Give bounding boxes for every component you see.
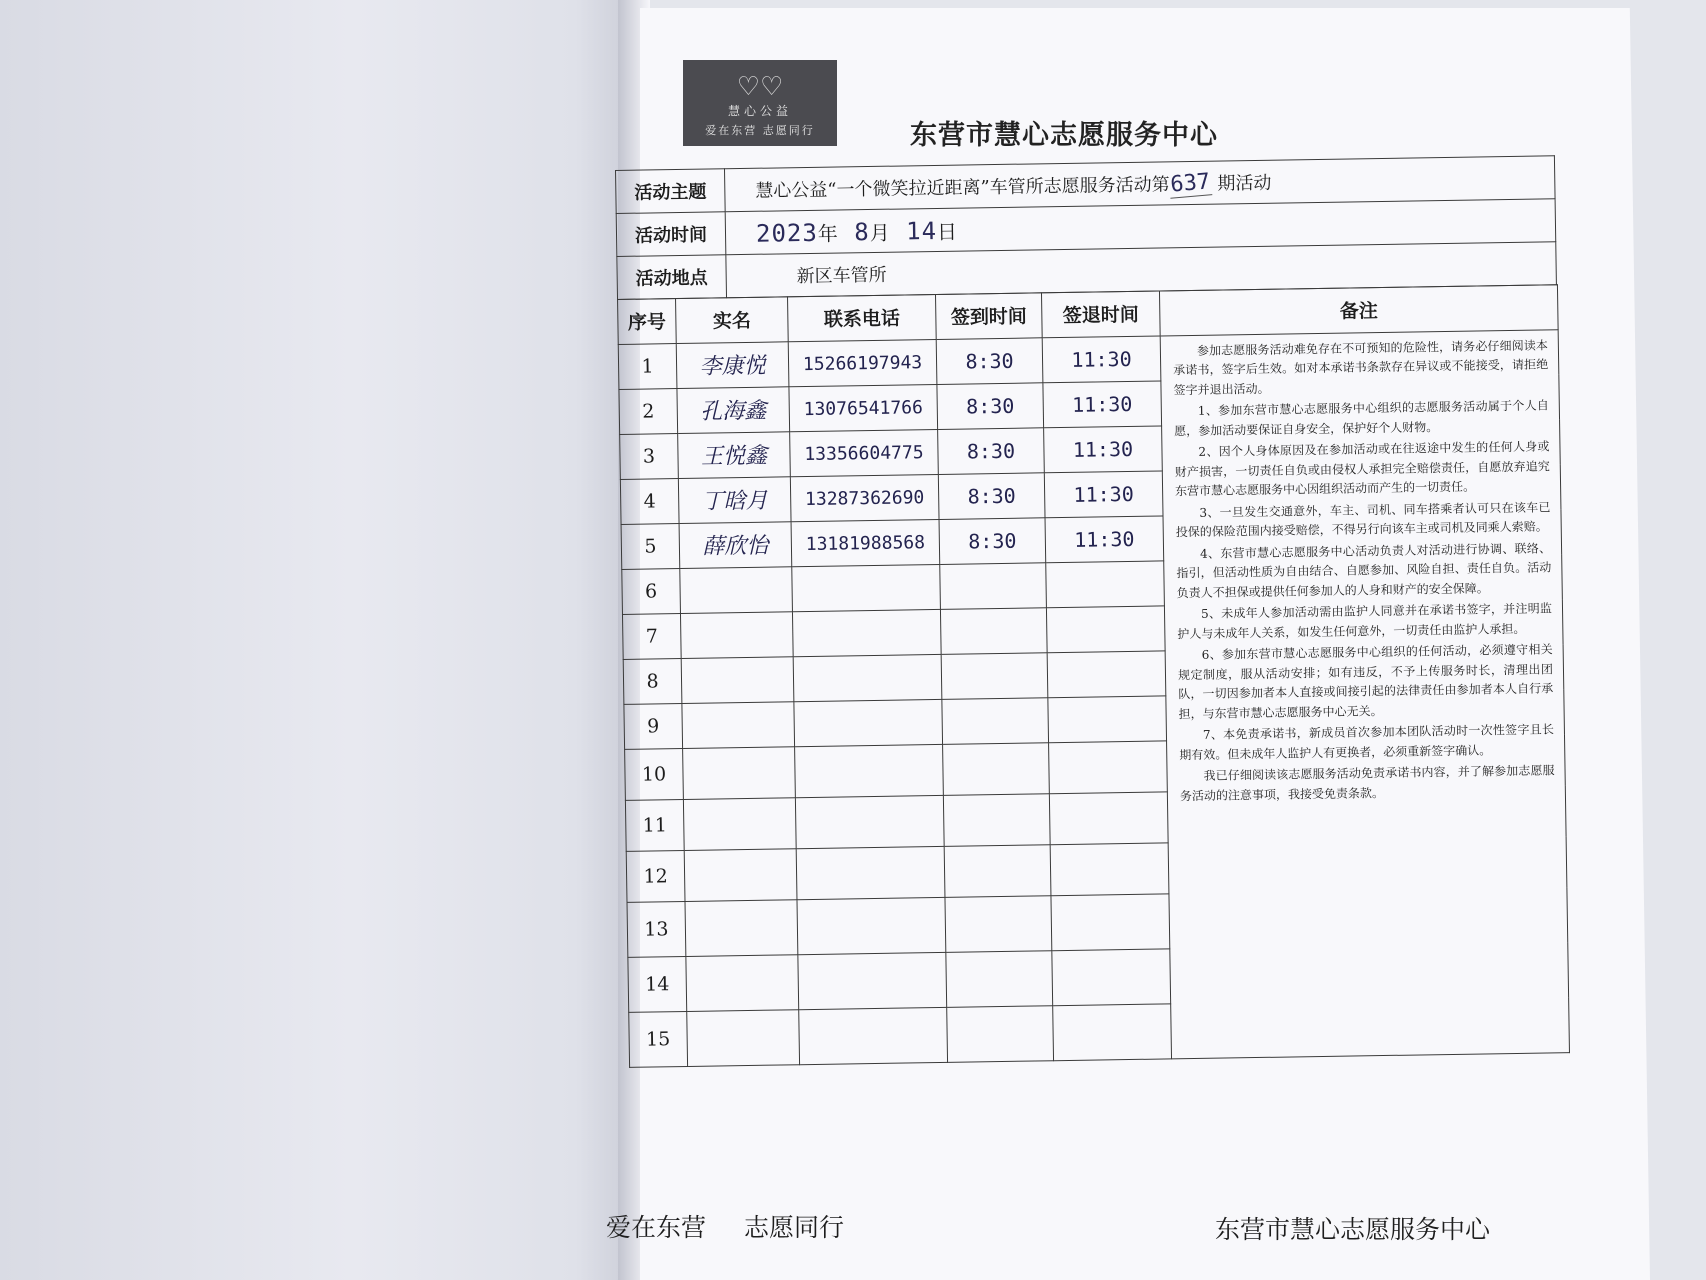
volunteer-phone-cell xyxy=(792,609,941,656)
signout-time-cell xyxy=(1047,651,1166,698)
volunteer-phone-cell xyxy=(795,795,944,848)
volunteer-phone-cell xyxy=(797,897,946,954)
volunteer-phone: 15266197943 xyxy=(802,351,923,375)
signout-time-cell xyxy=(1048,696,1167,743)
row-seq-cell xyxy=(622,568,681,614)
volunteer-phone-cell xyxy=(791,519,940,566)
row-seq-cell xyxy=(628,956,687,1012)
signout-time-cell xyxy=(1052,948,1171,1005)
signout-time-cell xyxy=(1053,1003,1172,1060)
volunteer-name-cell xyxy=(680,611,793,658)
volunteer-name: 丁晗月 xyxy=(701,488,768,515)
volunteer-phone-cell xyxy=(788,339,937,386)
theme-suffix: 期活动 xyxy=(1217,172,1272,195)
volunteer-phone-cell xyxy=(798,952,947,1009)
signout-time: 11:30 xyxy=(1071,346,1132,372)
disclaimer-paragraph: 参加志愿服务活动难免存在不可预知的危险性，请务必仔细阅读本承诺书，签字后生效。如对本承诺书条款存在异议或不能接受，请拒绝签字并退出活动。 xyxy=(1173,337,1549,397)
signin-time-cell xyxy=(944,844,1051,897)
time-label: 活动时间 xyxy=(616,212,726,257)
volunteer-name-cell xyxy=(683,797,796,850)
volunteer-name-cell xyxy=(679,521,792,568)
volunteer-phone-cell xyxy=(789,384,938,431)
signin-time-cell xyxy=(940,562,1047,609)
row-seq: 1 xyxy=(641,355,654,378)
date-year-unit: 年 xyxy=(817,220,840,246)
header-notes: 备注 xyxy=(1159,284,1558,335)
row-seq-cell xyxy=(618,343,677,389)
signin-form xyxy=(615,155,1569,1067)
row-seq-cell xyxy=(629,1011,688,1067)
row-seq-cell xyxy=(625,748,684,800)
date-year: 2023 xyxy=(755,218,819,248)
row-seq: 7 xyxy=(645,624,659,648)
document-title: 东营市慧心志愿服务中心 xyxy=(910,120,1218,151)
row-seq: 3 xyxy=(642,445,656,468)
signout-time: 11:30 xyxy=(1072,436,1134,462)
volunteer-phone: 13181988568 xyxy=(805,531,926,555)
disclaimer-paragraph: 5、未成年人参加活动需由监护人同意并在承诺书签字，并注明监护人与未成年人关系，如发生任何意外，一切责任由监护人承担。 xyxy=(1177,601,1553,641)
signout-time: 11:30 xyxy=(1071,391,1133,417)
signout-time-cell xyxy=(1051,893,1170,950)
signin-time: 8:30 xyxy=(968,528,1017,554)
signin-time-cell xyxy=(938,472,1045,519)
volunteer-name: 李康悦 xyxy=(699,353,766,380)
signin-time-cell xyxy=(942,697,1049,744)
volunteer-name-cell xyxy=(681,656,794,703)
row-seq-cell xyxy=(620,433,679,479)
volunteer-phone-cell xyxy=(793,654,942,701)
signin-time-cell xyxy=(937,382,1044,429)
volunteer-name-cell xyxy=(682,701,795,748)
row-seq-cell xyxy=(621,523,680,569)
volunteer-name-cell xyxy=(676,341,789,388)
logo-name: 慧心公益 xyxy=(727,104,792,118)
row-seq-cell xyxy=(620,478,679,524)
date-month: 8 xyxy=(854,217,870,246)
signin-time-cell xyxy=(946,950,1053,1007)
row-seq: 5 xyxy=(644,535,657,558)
header-seq: 序号 xyxy=(618,298,677,344)
disclaimer-paragraph: 7、本免责承诺书，新成员首次参加本团队活动时一次性签字且长期有效。但未成年人监护人有更换者，必须重新签字确认。 xyxy=(1179,722,1555,762)
signin-time: 8:30 xyxy=(967,483,1016,509)
row-seq: 8 xyxy=(646,669,659,693)
signout-time-cell xyxy=(1045,516,1164,563)
heart-logo-icon: ♡♡ xyxy=(736,72,784,102)
signin-time-cell xyxy=(938,427,1045,474)
row-seq: 14 xyxy=(645,972,670,996)
disclaimer-paragraph: 我已仔细阅读该志愿服务活动免责承诺书内容，并了解参加志愿服务活动的注意事项，我接受免责条款。 xyxy=(1179,763,1555,803)
signout-time-cell xyxy=(1043,381,1162,428)
signout-time-cell xyxy=(1050,843,1169,896)
signin-time: 8:30 xyxy=(965,393,1015,419)
row-seq-cell xyxy=(622,613,681,659)
logo-slogan: 爱在东营 志愿同行 xyxy=(705,124,815,137)
volunteer-name-cell xyxy=(680,566,793,613)
signin-time-cell xyxy=(943,793,1050,846)
row-seq: 2 xyxy=(642,400,655,423)
row-seq-cell xyxy=(624,703,683,749)
volunteer-phone: 13287362690 xyxy=(804,486,925,510)
volunteer-name-cell xyxy=(683,746,796,799)
row-seq: 11 xyxy=(642,813,668,837)
row-seq: 15 xyxy=(645,1027,671,1051)
volunteer-phone-cell xyxy=(799,1007,948,1064)
volunteer-phone-cell xyxy=(795,744,944,797)
header-name: 实名 xyxy=(676,296,789,343)
date-day: 14 xyxy=(905,216,938,245)
row-seq: 13 xyxy=(644,917,669,941)
signin-time-cell xyxy=(945,895,1052,952)
volunteer-table xyxy=(617,284,1570,1068)
footer-slogan-a: 爱在东营 xyxy=(606,1213,707,1242)
date-day-unit: 日 xyxy=(936,219,959,244)
volunteer-name: 薛欣怡 xyxy=(702,533,769,560)
signin-time-cell xyxy=(939,517,1046,564)
disclaimer-notes xyxy=(1160,329,1569,1058)
organization-logo xyxy=(683,60,837,146)
row-seq: 12 xyxy=(643,864,668,888)
row-seq-cell xyxy=(626,850,685,902)
activity-date xyxy=(756,216,958,247)
row-seq-cell xyxy=(627,901,686,957)
volunteer-phone-cell xyxy=(790,474,939,521)
place-label: 活动地点 xyxy=(617,255,727,300)
disclaimer-paragraph: 1、参加东营市慧心志愿服务中心组织的志愿服务活动属于个人自愿，参加活动要保证自身安全，保护好个人财物。 xyxy=(1174,398,1549,438)
footer-slogan-b: 志愿同行 xyxy=(744,1213,845,1242)
disclaimer-paragraph: 2、因个人身体原因及在参加活动或在往返途中发生的任何人身或财产损害，一切责任自负或由侵权人承担完全赔偿责任，自愿放弃追究东营市慧心志愿服务中心因组织活动而产生的一切责任。 xyxy=(1174,439,1550,499)
signout-time-cell xyxy=(1044,471,1163,518)
signout-time: 11:30 xyxy=(1074,526,1135,552)
header-signin: 签到时间 xyxy=(935,292,1042,339)
disclaimer-paragraph: 3、一旦发生交通意外，车主、司机、同车搭乘者认可只在该车已投保的保险范围内接受赔偿，不得另行向该车主或司机及同乘人索赔。 xyxy=(1175,499,1551,540)
signin-time-cell xyxy=(936,337,1043,384)
volunteer-phone-cell xyxy=(792,564,941,611)
signin-time-cell xyxy=(940,607,1047,654)
disclaimer-paragraph: 4、东营市慧心志愿服务中心活动负责人对活动进行协调、联络、指引，但活动性质为自由结合、自愿参加、风险自担、责任自负。活动负责人不担保或提供任何参加人的人身和财产的安全保障。 xyxy=(1176,540,1552,600)
volunteer-phone: 13076541766 xyxy=(803,396,924,420)
signin-time-cell xyxy=(947,1005,1054,1062)
row-seq: 10 xyxy=(641,762,667,786)
footer-slogan xyxy=(606,1208,844,1244)
header-phone: 联系电话 xyxy=(788,294,937,341)
issue-number: 637 xyxy=(1169,168,1212,198)
volunteer-name: 孔海鑫 xyxy=(700,398,767,425)
date-month-unit: 月 xyxy=(869,220,891,245)
theme-value: 慧心公益“一个微笑拉近距离”车管所志愿服务活动第 xyxy=(755,173,1170,202)
signin-time: 8:30 xyxy=(966,438,1016,464)
volunteer-phone-cell xyxy=(796,846,945,899)
activity-info-table xyxy=(615,155,1557,300)
signout-time-cell xyxy=(1049,792,1168,845)
volunteer-name-cell xyxy=(678,476,791,523)
signout-time-cell xyxy=(1044,426,1163,473)
signout-time-cell xyxy=(1042,336,1161,383)
signout-time-cell xyxy=(1046,561,1165,608)
row-seq-cell xyxy=(619,388,678,434)
signin-time-cell xyxy=(943,742,1050,795)
volunteer-name: 王悦鑫 xyxy=(700,443,768,470)
volunteer-name-cell xyxy=(677,386,790,433)
signin-time-cell xyxy=(941,652,1048,699)
row-seq-cell xyxy=(625,799,684,851)
disclaimer-paragraph: 6、参加东营市慧心志愿服务中心组织的任何活动，必须遵守相关规定制度，服从活动安排；如有违反，不予上传服务时长，清理出团队，一切因参加者本人直接或间接引起的法律责任由参加者本人自行承担，与东营市慧心志愿服务中心无关。 xyxy=(1177,642,1554,721)
signout-time: 11:30 xyxy=(1073,481,1134,507)
header-signout: 签退时间 xyxy=(1041,291,1160,338)
signout-time-cell xyxy=(1049,741,1168,794)
volunteer-name-cell xyxy=(678,431,791,478)
volunteer-phone: 13356604775 xyxy=(804,441,924,465)
signin-time: 8:30 xyxy=(965,348,1014,374)
theme-label: 活动主题 xyxy=(616,169,726,214)
left-blank-page xyxy=(0,0,640,1280)
row-seq-cell xyxy=(623,658,682,704)
volunteer-name-cell xyxy=(685,899,798,956)
row-seq: 4 xyxy=(643,490,656,513)
row-seq: 9 xyxy=(647,714,660,738)
place-text: 新区车管所 xyxy=(796,264,887,288)
signout-time-cell xyxy=(1046,606,1165,653)
volunteer-name-cell xyxy=(686,954,799,1011)
volunteer-phone-cell xyxy=(794,699,943,746)
footer-organization: 东营市慧心志愿服务中心 xyxy=(1215,1215,1491,1244)
volunteer-name-cell xyxy=(687,1009,800,1066)
volunteer-name-cell xyxy=(684,848,797,901)
volunteer-phone-cell xyxy=(790,429,939,476)
row-seq: 6 xyxy=(644,580,658,603)
